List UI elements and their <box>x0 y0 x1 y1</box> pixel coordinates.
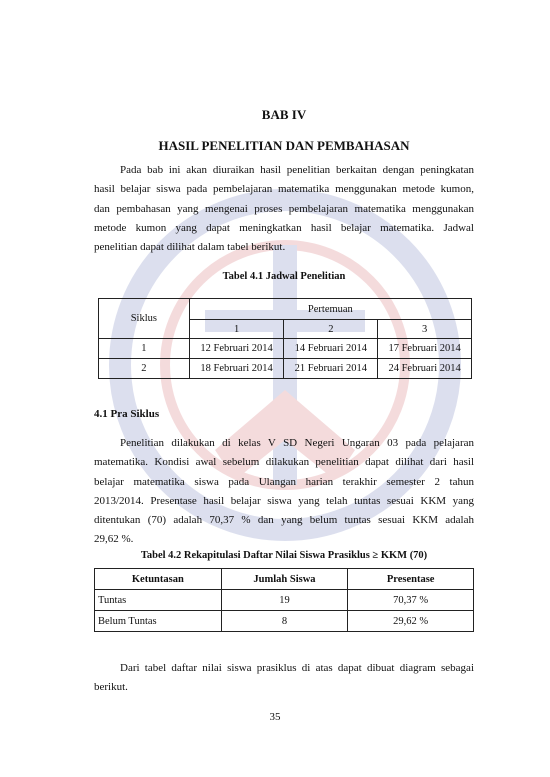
col-pertemuan-header: Pertemuan <box>189 299 471 320</box>
jumlah-cell: 19 <box>221 590 348 611</box>
date-cell: 14 Februari 2014 <box>284 339 378 359</box>
col-siklus-header: Siklus <box>99 299 190 339</box>
recap-table <box>94 568 474 632</box>
closing-paragraph <box>94 659 474 698</box>
section-heading: 4.1 Pra Siklus <box>94 408 160 420</box>
date-cell: 12 Februari 2014 <box>189 339 284 359</box>
table-row <box>95 590 474 611</box>
date-cell: 18 Februari 2014 <box>189 359 284 379</box>
prasiklus-paragraph <box>94 434 474 550</box>
intro-line: metode kumon yang dapat meningkatkan hasil belajar matematika. Jadwal <box>94 221 474 234</box>
table-row <box>95 611 474 632</box>
schedule-table <box>98 298 472 379</box>
chapter-title: HASIL PENELITIAN DAN PEMBAHASAN <box>158 138 410 153</box>
meeting-number: 1 <box>189 320 284 339</box>
col-ketuntasan-header: Ketuntasan <box>95 569 222 590</box>
page-number: 35 <box>269 711 281 723</box>
jumlah-cell: 8 <box>221 611 348 632</box>
siklus-cell: 1 <box>99 339 190 359</box>
intro-paragraph <box>94 161 474 257</box>
ketuntasan-cell: Tuntas <box>95 590 222 611</box>
intro-line: hasil belajar siswa pada pembelajaran matematika menggunakan metode kumon, <box>94 183 474 196</box>
prasiklus-line: Penelitian dilakukan di kelas V SD Negeri Ungaran 03 pada pelajaran <box>120 437 474 449</box>
closing-line: berikut. <box>94 681 128 694</box>
prasiklus-line: ditentukan (70) adalah 70,37 % dan yang belum tuntas sesuai KKM adalah <box>94 514 474 527</box>
meeting-number: 2 <box>284 320 378 339</box>
intro-line: dan pembahasan yang mengenai proses pembelajaran matematika menggunakan <box>94 202 474 215</box>
prasiklus-line: 29,62 %. <box>94 533 134 546</box>
prasiklus-line: matematika. Kondisi awal sebelum dilakukan penelitian dapat dilihat dari hasil <box>94 456 474 469</box>
siklus-cell: 2 <box>99 359 190 379</box>
col-jumlah-header: Jumlah Siswa <box>221 569 348 590</box>
date-cell: 21 Februari 2014 <box>284 359 378 379</box>
closing-line: Dari tabel daftar nilai siswa prasiklus di atas dapat dibuat diagram sebagai <box>120 662 474 674</box>
date-cell: 17 Februari 2014 <box>378 339 472 359</box>
prasiklus-line: 2013/2014. Presentase hasil belajar siswa yang telah tuntas sesuai KKM yang <box>94 494 474 507</box>
chapter-number: BAB IV <box>261 107 307 122</box>
intro-line: Pada bab ini akan diuraikan hasil penelitian berkaitan dengan peningkatan <box>120 164 474 176</box>
table-row <box>99 339 472 359</box>
meeting-number: 3 <box>378 320 472 339</box>
presentase-cell: 70,37 % <box>348 590 474 611</box>
intro-line: penelitian dapat dilihat dalam tabel berikut. <box>94 241 286 254</box>
date-cell: 24 Februari 2014 <box>378 359 472 379</box>
table2-caption: Tabel 4.2 Rekapitulasi Daftar Nilai Siswa Prasiklus ≥ KKM (70) <box>140 550 428 561</box>
presentase-cell: 29,62 % <box>348 611 474 632</box>
prasiklus-line: belajar matematika siswa pada Ulangan harian terakhir semester 2 tahun <box>94 475 474 488</box>
ketuntasan-cell: Belum Tuntas <box>95 611 222 632</box>
col-presentase-header: Presentase <box>348 569 474 590</box>
table1-caption: Tabel 4.1 Jadwal Penelitian <box>222 271 346 282</box>
table-row <box>99 359 472 379</box>
